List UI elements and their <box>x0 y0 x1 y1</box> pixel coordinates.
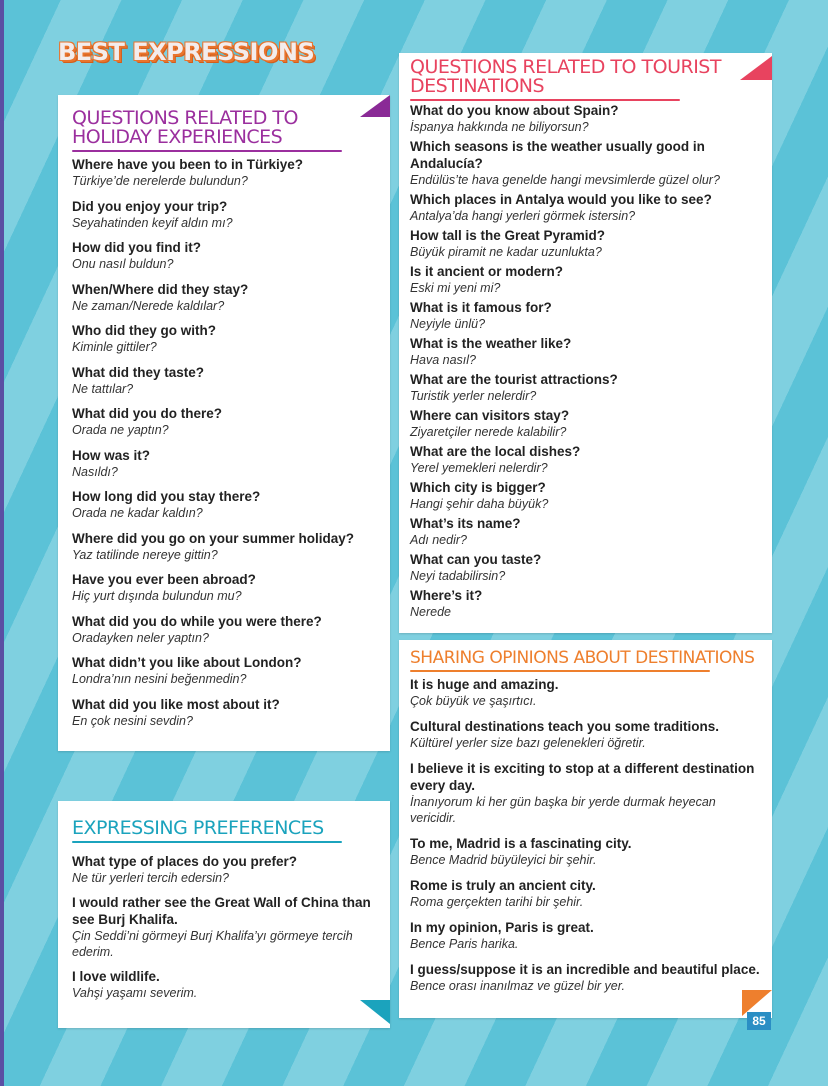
english-phrase: It is huge and amazing. <box>410 677 559 692</box>
expression-item <box>72 968 376 1001</box>
expression-item <box>72 654 374 687</box>
english-phrase: Is it ancient or modern? <box>410 264 564 279</box>
expression-item <box>72 281 374 314</box>
expression-item <box>72 853 376 886</box>
english-phrase: When/Where did they stay? <box>72 281 249 297</box>
expression-item <box>410 335 762 368</box>
expression-item <box>410 371 762 404</box>
turkish-translation: Bence Paris harika. <box>410 937 519 951</box>
english-phrase: Did you enjoy your trip? <box>72 198 228 214</box>
english-phrase: How was it? <box>72 447 151 463</box>
english-phrase: How long did you stay there? <box>72 489 261 504</box>
turkish-translation: Roma gerçekten tarihi bir şehir. <box>410 895 584 909</box>
holiday-question-list <box>72 156 374 729</box>
expression-item <box>410 961 764 994</box>
english-phrase: How tall is the Great Pyramid? <box>410 228 606 243</box>
title-underline <box>72 841 342 843</box>
turkish-translation: Bence orası inanılmaz ve güzel bir yer. <box>410 979 625 993</box>
preferences-list <box>72 853 376 1001</box>
turkish-translation: Orada ne yaptın? <box>72 423 169 437</box>
expression-item <box>72 322 374 355</box>
turkish-translation: Büyük piramit ne kadar uzunlukta? <box>410 245 602 259</box>
expression-item <box>410 515 762 548</box>
sharing-opinions-card <box>399 640 772 1018</box>
english-phrase: Which seasons is the weather usually good in Andalucía? <box>410 139 705 171</box>
turkish-translation: Ne tattılar? <box>72 381 134 396</box>
expression-item <box>410 760 764 826</box>
english-phrase: How did you find it? <box>72 240 201 255</box>
purple-corner-fold-icon <box>360 95 390 117</box>
english-phrase: What are the local dishes? <box>410 444 581 459</box>
english-phrase: To me, Madrid is a fascinating city. <box>410 836 632 851</box>
turkish-translation: Neyi tadabilirsin? <box>410 569 506 583</box>
expression-item <box>72 156 374 189</box>
turkish-translation: Yaz tatilinde nereye gittin? <box>72 547 218 562</box>
expressing-preferences-card <box>58 801 390 1028</box>
turkish-translation: Hava nasıl? <box>410 353 477 367</box>
english-phrase: What type of places do you prefer? <box>72 854 298 869</box>
holiday-experiences-card <box>58 95 390 751</box>
turkish-translation: Vahşi yaşamı severim. <box>72 986 198 1000</box>
opinions-list <box>410 676 764 994</box>
turkish-translation: Ne zaman/Nerede kaldılar? <box>72 298 225 313</box>
title-underline <box>410 670 710 672</box>
turkish-translation: Çin Seddi’ni görmeyi Burj Khalifa’yı görmeye tercih ederim. <box>72 929 353 959</box>
english-phrase: Where did you go on your summer holiday? <box>72 530 355 546</box>
opinions-card-title: SHARING OPINIONS ABOUT DESTINATIONS <box>410 648 755 668</box>
expression-item <box>410 191 762 224</box>
expression-item <box>410 877 764 910</box>
english-phrase: What did they taste? <box>72 364 205 380</box>
turkish-translation: Hangi şehir daha büyük? <box>410 497 549 511</box>
expression-item <box>72 447 374 480</box>
expression-item <box>72 364 374 397</box>
expression-item <box>72 198 374 231</box>
english-phrase: In my opinion, Paris is great. <box>410 920 594 935</box>
english-phrase: I guess/suppose it is an incredible and beautiful place. <box>410 962 760 977</box>
english-phrase: I would rather see the Great Wall of China than see Burj Khalifa. <box>72 895 371 927</box>
turkish-translation: Kültürel yerler size bazı gelenekleri öğretir. <box>410 736 646 750</box>
page-title: BEST EXPRESSIONS <box>58 38 315 66</box>
expression-item <box>410 138 762 188</box>
expression-item <box>72 405 374 438</box>
turkish-translation: Antalya’da hangi yerleri görmek istersin? <box>410 209 636 223</box>
expression-item <box>410 102 762 135</box>
expression-item <box>72 696 374 729</box>
turkish-translation: Çok büyük ve şaşırtıcı. <box>410 694 537 708</box>
turkish-translation: Endülüs’te hava genelde hangi mevsimlerde güzel olur? <box>410 173 720 187</box>
expression-item <box>410 835 764 868</box>
turkish-translation: Adı nedir? <box>410 533 467 547</box>
turkish-translation: Oradayken neler yaptın? <box>72 630 209 645</box>
tourist-destinations-card <box>399 53 772 633</box>
english-phrase: What is it famous for? <box>410 300 552 315</box>
english-phrase: Cultural destinations teach you some traditions. <box>410 719 720 734</box>
turkish-translation: Onu nasıl buldun? <box>72 257 174 271</box>
english-phrase: What didn’t you like about London? <box>72 655 302 670</box>
expression-item <box>410 227 762 260</box>
english-phrase: What is the weather like? <box>410 336 572 351</box>
expression-item <box>72 488 374 521</box>
turkish-translation: Bence Madrid büyüleyici bir şehir. <box>410 853 597 867</box>
expression-item <box>410 479 762 512</box>
expression-item <box>410 551 762 584</box>
english-phrase: Have you ever been abroad? <box>72 572 256 587</box>
expression-item <box>72 530 374 563</box>
teal-corner-fold-icon <box>360 1000 390 1024</box>
turkish-translation: Ne tür yerleri tercih edersin? <box>72 871 230 885</box>
expression-item <box>72 894 376 960</box>
expression-item <box>410 587 762 620</box>
turkish-translation: İspanya hakkında ne biliyorsun? <box>410 120 589 134</box>
english-phrase: Who did they go with? <box>72 323 216 338</box>
turkish-translation: Eski mi yeni mi? <box>410 281 501 295</box>
page-number-badge: 85 <box>747 1012 771 1030</box>
title-underline <box>410 99 680 101</box>
english-phrase: I love wildlife. <box>72 969 160 984</box>
expression-item <box>72 571 374 604</box>
turkish-translation: Kiminle gittiler? <box>72 340 157 354</box>
english-phrase: What are the tourist attractions? <box>410 372 618 387</box>
english-phrase: What do you know about Spain? <box>410 103 619 118</box>
turkish-translation: Turistik yerler nelerdir? <box>410 389 537 403</box>
english-phrase: What did you like most about it? <box>72 696 280 712</box>
english-phrase: Rome is truly an ancient city. <box>410 878 596 893</box>
turkish-translation: Nerede <box>410 605 451 619</box>
tourist-card-title: QUESTIONS RELATED TO TOURIST DESTINATIONS <box>410 56 721 97</box>
turkish-translation: Nasıldı? <box>72 464 118 479</box>
english-phrase: Where have you been to in Türkiye? <box>72 157 304 172</box>
turkish-translation: Orada ne kadar kaldın? <box>72 506 203 520</box>
english-phrase: What’s its name? <box>410 516 521 531</box>
expression-item <box>410 263 762 296</box>
expression-item <box>410 299 762 332</box>
english-phrase: Where’s it? <box>410 588 483 603</box>
title-underline <box>72 150 342 152</box>
english-phrase: Which places in Antalya would you like to see? <box>410 192 712 207</box>
turkish-translation: Hiç yurt dışında bulundun mu? <box>72 589 242 603</box>
english-phrase: I believe it is exciting to stop at a different destination every day. <box>410 761 755 793</box>
turkish-translation: İnanıyorum ki her gün başka bir yerde durmak heyecan vericidir. <box>410 795 716 825</box>
expression-item <box>72 613 374 646</box>
tourist-question-list <box>410 102 762 620</box>
english-phrase: What did you do there? <box>72 406 222 421</box>
turkish-translation: Türkiye’de nerelerde bulundun? <box>72 174 248 188</box>
turkish-translation: Ziyaretçiler nerede kalabilir? <box>410 425 567 439</box>
english-phrase: What did you do while you were there? <box>72 613 322 629</box>
english-phrase: Which city is bigger? <box>410 480 546 495</box>
expression-item <box>410 676 764 709</box>
english-phrase: What can you taste? <box>410 552 542 567</box>
expression-item <box>410 407 762 440</box>
turkish-translation: En çok nesini sevdin? <box>72 713 193 728</box>
holiday-card-title: QUESTIONS RELATED TO HOLIDAY EXPERIENCES <box>72 107 298 148</box>
turkish-translation: Seyahatinden keyif aldın mı? <box>72 215 233 230</box>
preferences-card-title: EXPRESSING PREFERENCES <box>72 817 324 839</box>
page-left-edge <box>0 0 4 1086</box>
expression-item <box>410 919 764 952</box>
english-phrase: Where can visitors stay? <box>410 408 570 423</box>
red-corner-fold-icon <box>740 56 772 80</box>
turkish-translation: Yerel yemekleri nelerdir? <box>410 461 548 475</box>
turkish-translation: Londra’nın nesini beğenmedin? <box>72 672 247 686</box>
expression-item <box>72 239 374 272</box>
expression-item <box>410 443 762 476</box>
turkish-translation: Neyiyle ünlü? <box>410 317 486 331</box>
expression-item <box>410 718 764 751</box>
